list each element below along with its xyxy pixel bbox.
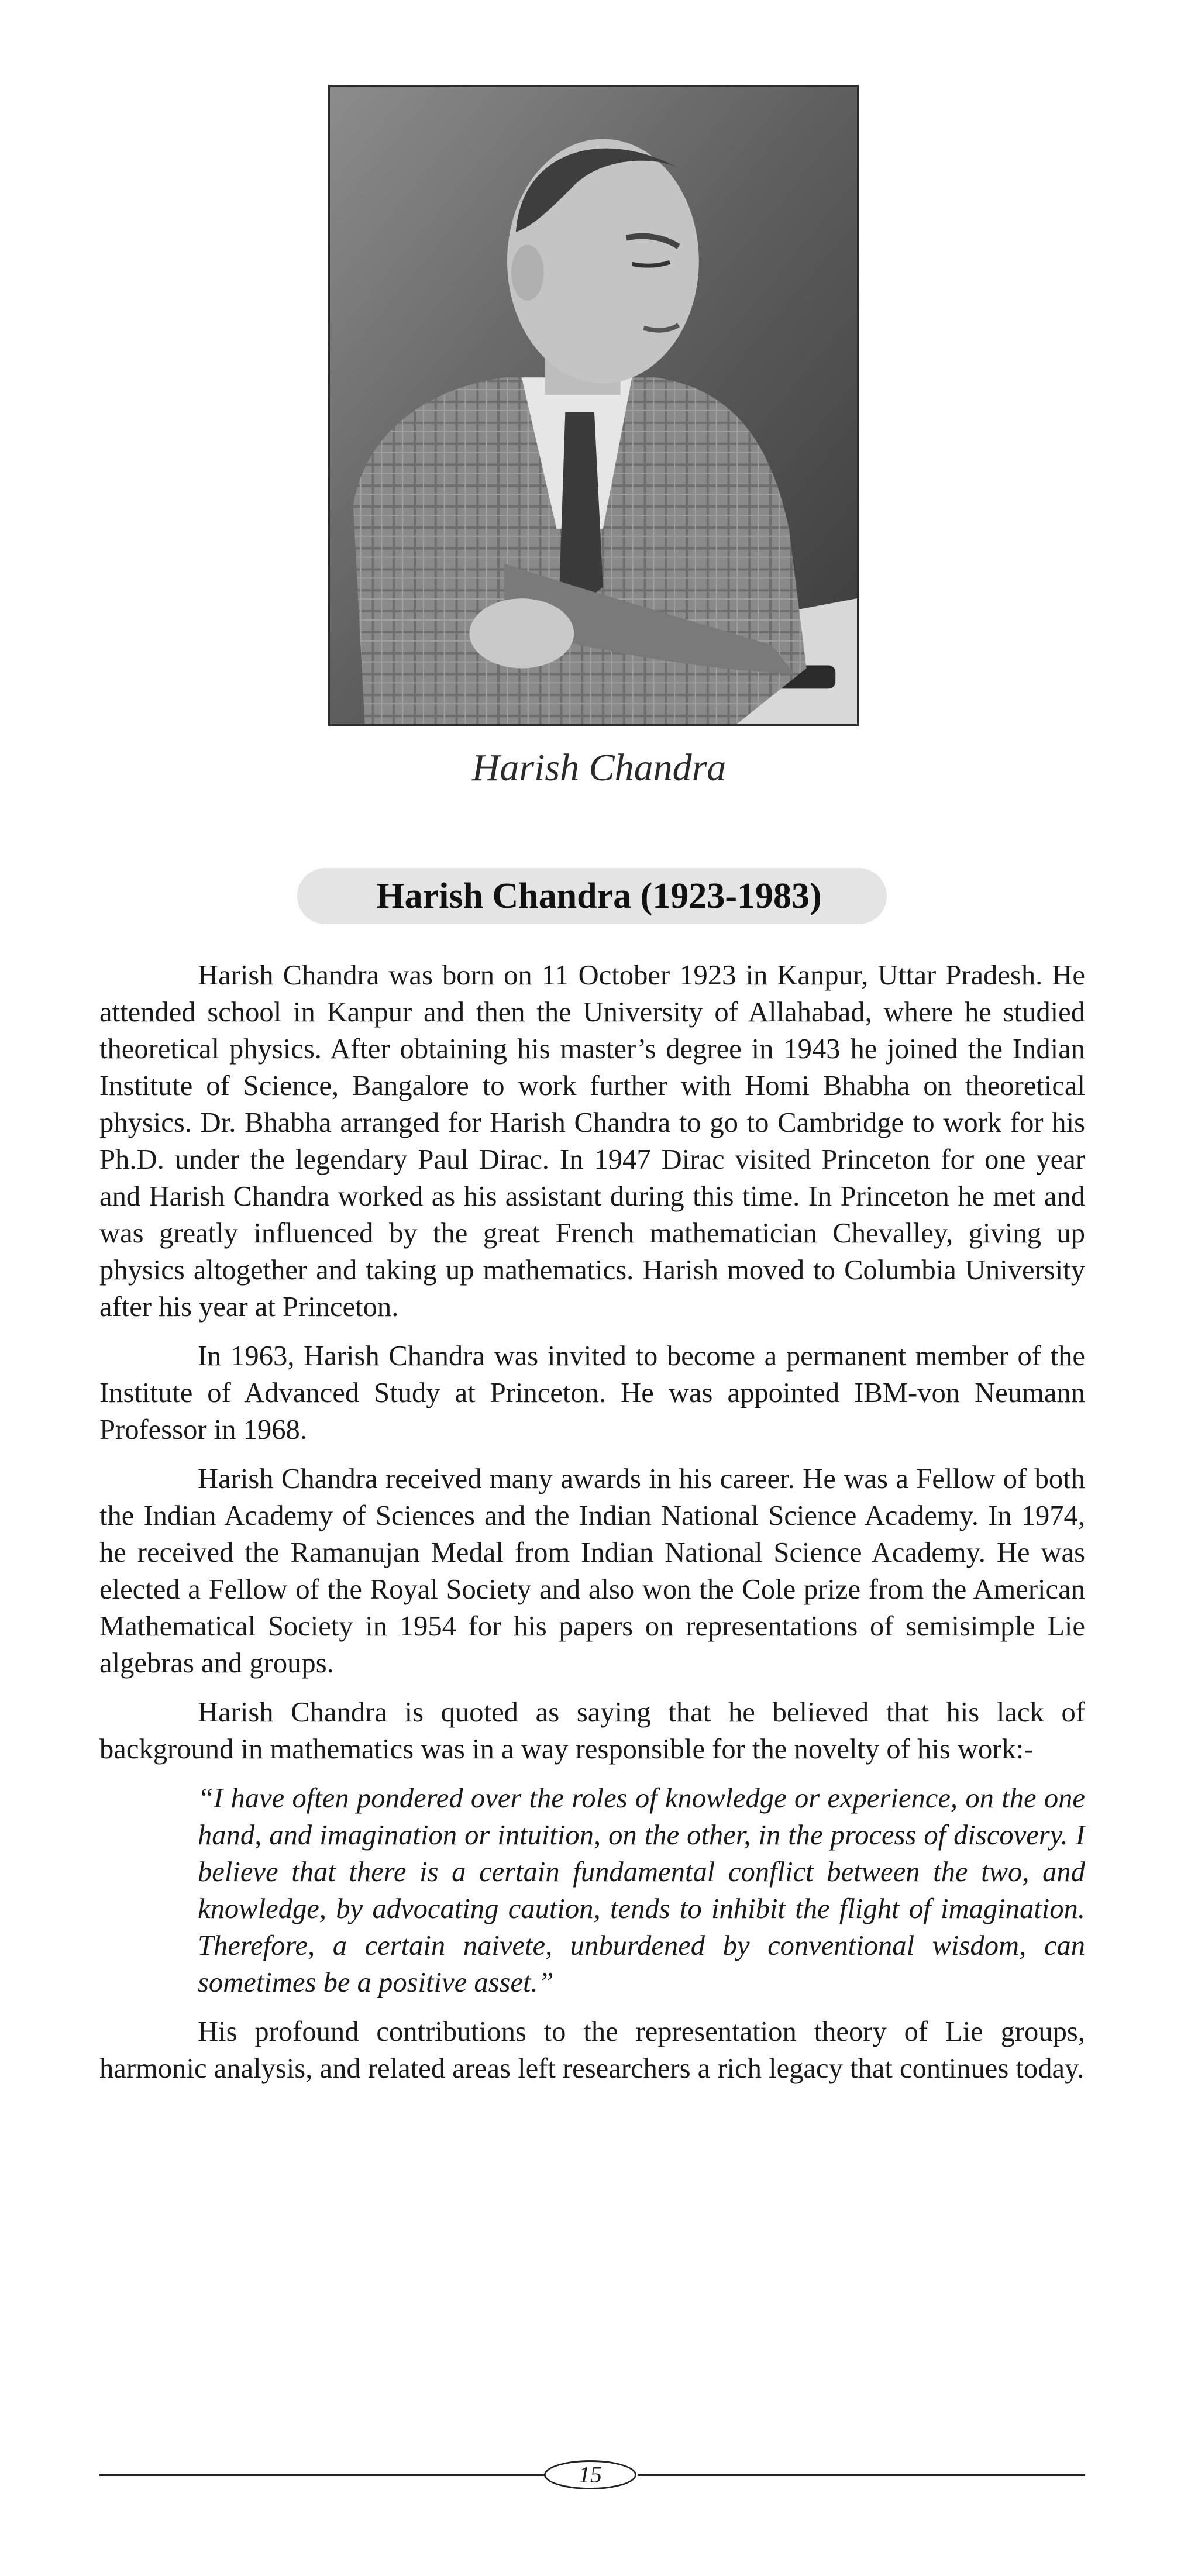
page-number: 15: [544, 2460, 636, 2489]
page-title: Harish Chandra (1923-1983): [376, 876, 822, 916]
paragraph-legacy: His profound contributions to the representation theory of Lie groups, harmonic analysis, and related areas left researchers a rich legacy that continues today.: [99, 2016, 1085, 2084]
footer-rule-right: [638, 2474, 1085, 2476]
portrait-photo: [328, 85, 859, 726]
biography-text: [99, 957, 1085, 2099]
paragraph-princeton: In 1963, Harish Chandra was invited to become a permanent member of the Institute of Advanced Study at Princeton. He was appointed IBM-von Neumann Professor in 1968.: [99, 1340, 1085, 1445]
photo-caption: Harish Chandra: [471, 746, 727, 789]
portrait-illustration: [330, 87, 857, 724]
block-quote: “I have often pondered over the roles of knowledge or experience, on the one hand, and imagination or intuition, on the other, in the process of discovery. I believe that there is a certain fundamental conflict between the two, and knowledge, by advocating caution, tends to inhibit the flight of imagination. Therefore, a certain naivete, unburdened by conventional wisdom, can sometimes be a positive asset.”: [198, 1782, 1085, 1998]
footer-rule-left: [99, 2474, 547, 2476]
paragraph-early-life: Harish Chandra was born on 11 October 1923 in Kanpur, Uttar Pradesh. He attended school in Kanpur and then the University of Allahabad, where he studied theoretical physics. After obtaining his master’s degree in 1943 he joined the Indian Institute of Science, Bangalore to work further with Homi Bhabha on theoretical physics. Dr. Bhabha arranged for Harish Chandra to go to Cambridge to work for his Ph.D. under the legendary Paul Dirac. In 1947 Dirac visited Princeton for one year and Harish Chandra worked as his assistant during this time. In Princeton he met and was greatly influenced by the great French mathematician Chevalley, giving up physics altogether and taking up mathematics. Harish moved to Columbia University after his year at Princeton.: [99, 959, 1085, 1323]
paragraph-quote-intro: Harish Chandra is quoted as saying that he believed that his lack of background in mathematics was in a way responsible for the novelty of his work:-: [99, 1696, 1085, 1765]
paragraph-awards: Harish Chandra received many awards in his career. He was a Fellow of both the Indian Academy of Sciences and the Indian National Science Academy. In 1974, he received the Ramanujan Medal from Indian National Science Academy. He was elected a Fellow of the Royal Society and also won the Cole prize from the American Mathematical Society in 1954 for his papers on representations of semisimple Lie algebras and groups.: [99, 1463, 1085, 1679]
